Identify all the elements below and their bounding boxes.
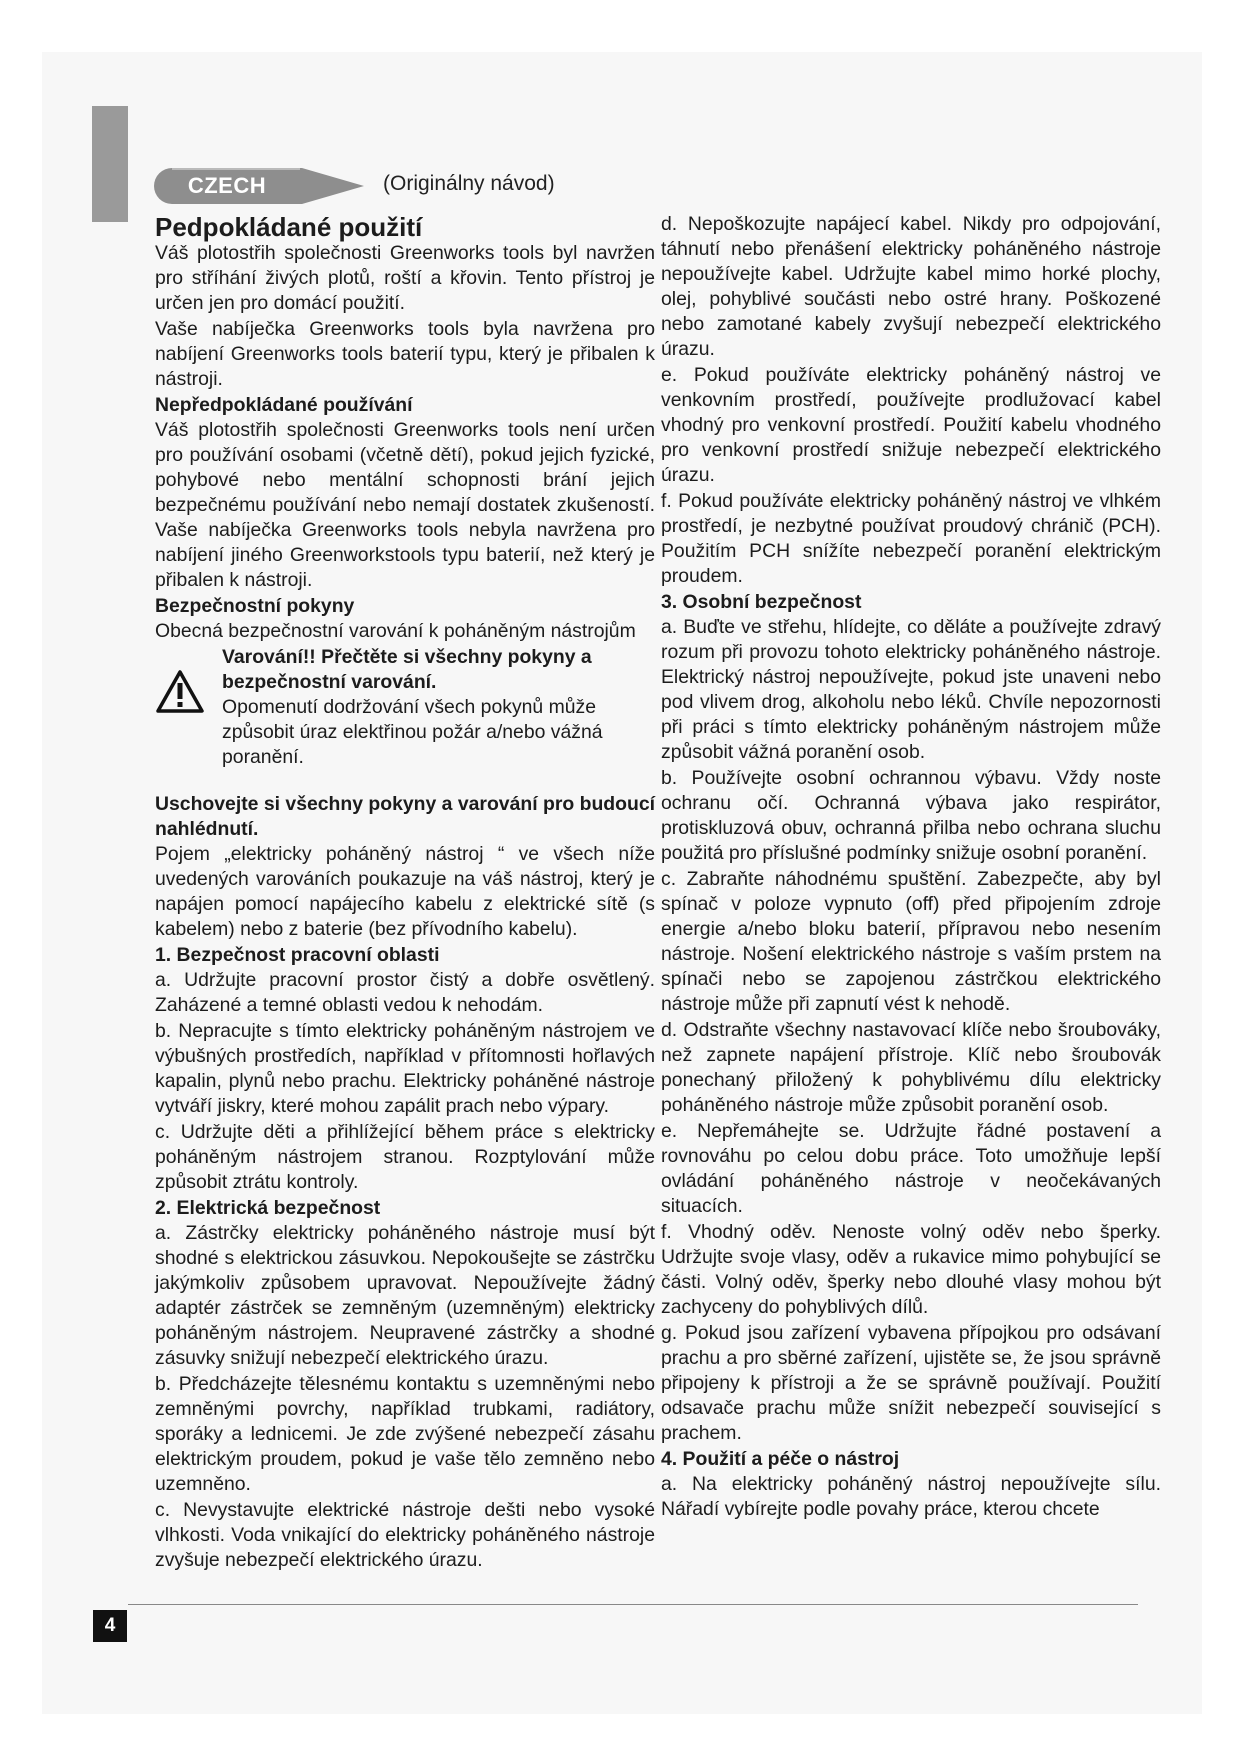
paragraph: f. Pokud používáte elektricky poháněný nástroj ve vlhkém prostředí, je nezbytné používat proudový chránič (PCH). Použitím PCH snížíte nebezpečí poranění elektrickým proudem. bbox=[661, 490, 1161, 587]
paragraph: b. Předcházejte tělesnému kontaktu s uzemněnými nebo zemněnými povrchy, například trubkami, radiátory, sporáky a lednicemi. Je zde zvýšené nebezpečí zásahu elektrickým proudem, pokud je vaše tělo zemněno nebo uzemněno. bbox=[155, 1373, 655, 1495]
warning-title: Varování!! Přečtěte si všechny pokyny a bezpečnostní varování. bbox=[222, 646, 592, 693]
section-heading: Uschovejte si všechny pokyny a varování pro budoucí nahlédnutí. bbox=[155, 793, 656, 840]
paragraph: e. Nepřemáhejte se. Udržujte řádné postavení a rovnováhu po celou dobu práce. Toto umožňuje lepší ovládání poháněného nástroje v neočekávaných situacích. bbox=[661, 1120, 1161, 1217]
warning-text: Opomenutí dodržování všech pokynů může způsobit úraz elektřinou požár a/nebo vážná poranění. bbox=[222, 696, 603, 768]
paragraph: c. Udržujte děti a přihlížející během práce s elektricky poháněným nástrojem stranou. Rozptylování může způsobit ztrátu kontroly. bbox=[155, 1121, 655, 1193]
warning-triangle-icon bbox=[155, 669, 205, 722]
paragraph: c. Nevystavujte elektrické nástroje dešti nebo vysoké vlhkosti. Voda vnikající do elektricky poháněného nástroje zvyšuje nebezpečí elektrického úrazu. bbox=[155, 1499, 655, 1571]
paragraph: d. Nepoškozujte napájecí kabel. Nikdy pro odpojování, táhnutí nebo přenášení elektricky poháněného nástroje nepoužívejte kabel. Udržujte kabel mimo horké plochy, olej, pohyblivé součásti nebo ostré hrany. Poškozené nebo zamotané kabely zvyšují nebezpečí elektrického úrazu. bbox=[661, 213, 1161, 360]
paragraph: e. Pokud používáte elektricky poháněný nástroj ve venkovním prostředí, používejte prodlužovací kabel vhodný pro venkovní prostředí. Použití kabelu vhodného pro venkovní prostředí snižuje nebezpečí elektrického úrazu. bbox=[661, 364, 1161, 486]
right-column bbox=[661, 212, 1161, 1523]
section-heading: 2. Elektrická bezpečnost bbox=[155, 1197, 381, 1219]
section-heading: 3. Osobní bezpečnost bbox=[661, 591, 862, 613]
section-heading: 1. Bezpečnost pracovní oblasti bbox=[155, 944, 440, 966]
paragraph: d. Odstraňte všechny nastavovací klíče nebo šroubováky, než zapnete napájení přístroje. Klíč nebo šroubovák ponechaný přiložený k pohyblivému dílu elektricky poháněného nástroje může způsobit poranění osob. bbox=[661, 1019, 1161, 1116]
paragraph: f. Vhodný oděv. Nenoste volný oděv nebo šperky. Udržujte svoje vlasy, oděv a rukavice mimo pohybující se části. Volný oděv, šperky nebo dlouhé vlasy mohou být zachyceny do pohyblivých dílů. bbox=[661, 1221, 1161, 1318]
paragraph: a. Na elektricky poháněný nástroj nepoužívejte sílu. Nářadí vybírejte podle povahy práce, kterou chcete bbox=[661, 1473, 1161, 1520]
paragraph: a. Udržujte pracovní prostor čistý a dobře osvětlený. Zaházené a temné oblasti vedou k nehodám. bbox=[155, 969, 655, 1016]
section-heading: Bezpečnostní pokyny bbox=[155, 595, 355, 617]
paragraph: g. Pokud jsou zařízení vybavena přípojkou pro odsávaní prachu a pro sběrné zařízení, ujistěte se, že jsou správně připojeny k přístroji a že se správně používají. Použití odsavače prachu může snížit nebezpečí související s prachem. bbox=[661, 1322, 1161, 1444]
paragraph: Obecná bezpečnostní varování k poháněným nástrojům bbox=[155, 620, 636, 642]
paragraph: Vaše nabíječka Greenworks tools byla navržena pro nabíjení Greenworks tools baterií typu, který je přibalen k nástroji. bbox=[155, 318, 655, 390]
paragraph: c. Zabraňte náhodnému spuštění. Zabezpečte, aby byl spínač v poloze vypnuto (off) před připojením zdroje energie a/nebo bloku baterií, přípravou nebo nesením nástroje. Nošení elektrického nástroje s vaším prstem na spínači nebo se zapojenou zástrčkou elektrického nástroje může při zapnutí vést k nehodě. bbox=[661, 868, 1161, 1015]
paragraph: Pojem „elektricky poháněný nástroj “ ve všech níže uvedených varováních poukazuje na váš nástroj, který je napájen pomocí napájecího kabelu z elektrické sítě (s kabelem) nebo z baterie (bez přívodního kabelu). bbox=[155, 843, 655, 940]
side-tab-marker bbox=[92, 106, 128, 222]
manual-subtitle: (Originálny návod) bbox=[383, 172, 555, 195]
paragraph: b. Nepracujte s tímto elektricky poháněným nástrojem ve výbušných prostředích, například v přítomnosti hořlavých kapalin, plynů nebo prachu. Elektricky poháněné nástroje vytváří jiskry, které mohou zapálit prach nebo výpary. bbox=[155, 1020, 655, 1117]
language-label: CZECH bbox=[187, 173, 267, 198]
warning-block bbox=[155, 645, 655, 770]
left-column bbox=[155, 209, 655, 1574]
paragraph: Váš plotostřih společnosti Greenworks tools byl navržen pro stříhání živých plotů, roští a křovin. Tento přístroj je určen jen pro domácí použití. bbox=[155, 242, 655, 314]
page-number: 4 bbox=[93, 1610, 127, 1642]
footer-divider bbox=[128, 1604, 1138, 1605]
section-heading: 4. Použití a péče o nástroj bbox=[661, 1448, 900, 1470]
language-badge bbox=[152, 166, 366, 206]
paragraph: a. Buďte ve střehu, hlídejte, co děláte a používejte zdravý rozum při provozu tohoto elektricky poháněného nástroje. Elektrický nástroj nepoužívejte, pokud jste unaveni nebo pod vlivem drog, alkoholu nebo léků. Chvíle nepozornosti při práci s tímto elektricky poháněným nástrojem může způsobit vážná poranění osob. bbox=[661, 616, 1161, 763]
paragraph: b. Používejte osobní ochrannou výbavu. Vždy noste ochranu očí. Ochranná výbava jako respirátor, protiskluzová obuv, ochranná přilba nebo ochrana sluchu použitá pro příslušné podmínky snižuje osobní poranění. bbox=[661, 767, 1161, 864]
paragraph: Váš plotostřih společnosti Greenworks tools není určen pro používání osobami (včetně dětí), pokud jejich fyzické, pohybové nebo mentální schopnosti brání jejich bezpečnému používání nebo nemají dostatek zkušeností. Vaše nabíječka Greenworks tools nebyla navržena pro nabíjení jiného Greenworkstools typu baterií, než který je přibalen k nástroji. bbox=[155, 419, 655, 591]
intended-use-heading: Pedpokládané použití bbox=[155, 212, 423, 242]
paragraph: a. Zástrčky elektricky poháněného nástroje musí být shodné s elektrickou zásuvkou. Nepokoušejte se zástrčku jakýmkoliv způsobem upravovat. Nepoužívejte žádný adaptér zástrček se zemněným (uzemněným) elektricky poháněným nástrojem. Neupravené zástrčky a shodné zásuvky snižují nebezpečí elektrického úrazu. bbox=[155, 1222, 655, 1369]
section-heading: Nepředpokládané používání bbox=[155, 394, 413, 416]
